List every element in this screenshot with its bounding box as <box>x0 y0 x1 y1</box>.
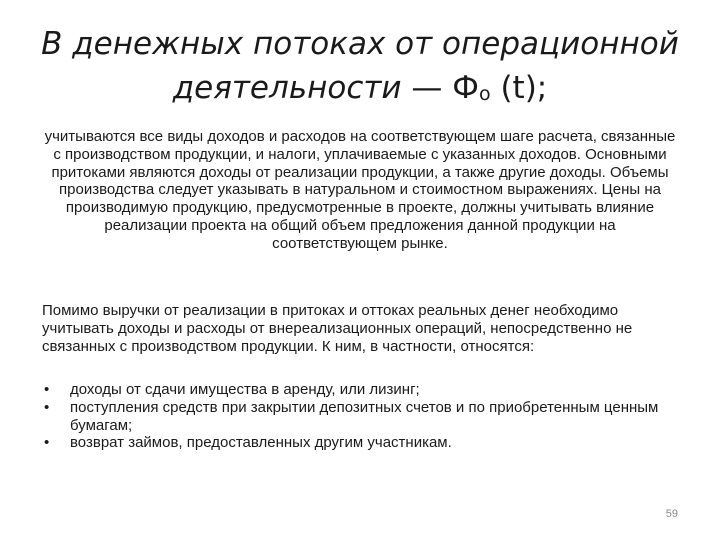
bullet-item-deposit-closing <box>42 399 682 435</box>
bullet-item-loan-return <box>42 434 682 452</box>
bullet-text: возврат займов, предоставленных другим участникам. <box>70 434 452 452</box>
paragraph-operating-flows: учитываются все виды доходов и расходов на соответствующем шаге расчета, связанные с производством продукции, и налоги, уплачиваемые с указанных доходов. Основными притоками являются доходы от реализации продукции, а также другие доходы. Объемы производства следует указывать в натуральном и стоимостном выражениях. Цены на производимую продукцию, предусмотренные в проекте, должны учитывать влияние реализации проекта на общий объем предложения данной продукции на соответствующем рынке. <box>44 128 676 252</box>
title-subscript: о <box>478 83 491 105</box>
title-italic-text: В денежных потоках от операционной деятельности <box>41 26 679 106</box>
paragraph-non-sales-operations: Помимо выручки от реализации в притоках и оттоках реальных денег необходимо учитывать доходы и расходы от внереализационных операций, непосредственно не связанных с производством продукции. К ним, в частности, относятся: <box>42 302 633 355</box>
bullet-item-lease-income <box>42 381 682 399</box>
bullet-dot-icon: • <box>44 434 50 452</box>
slide-title <box>30 22 690 116</box>
bullet-dot-icon: • <box>44 398 50 416</box>
title-dash-phi: — Ф <box>401 70 479 106</box>
bullet-dot-icon: • <box>44 381 50 398</box>
title-t-suffix: (t); <box>490 70 548 106</box>
bullet-text: поступления средств при закрытии депозитных счетов и по приобретенным ценным бумагам; <box>70 398 659 434</box>
bullet-text: доходы от сдачи имущества в аренду, или лизинг; <box>70 381 420 398</box>
page-number: 59 <box>665 508 678 520</box>
bullet-list <box>42 381 682 452</box>
